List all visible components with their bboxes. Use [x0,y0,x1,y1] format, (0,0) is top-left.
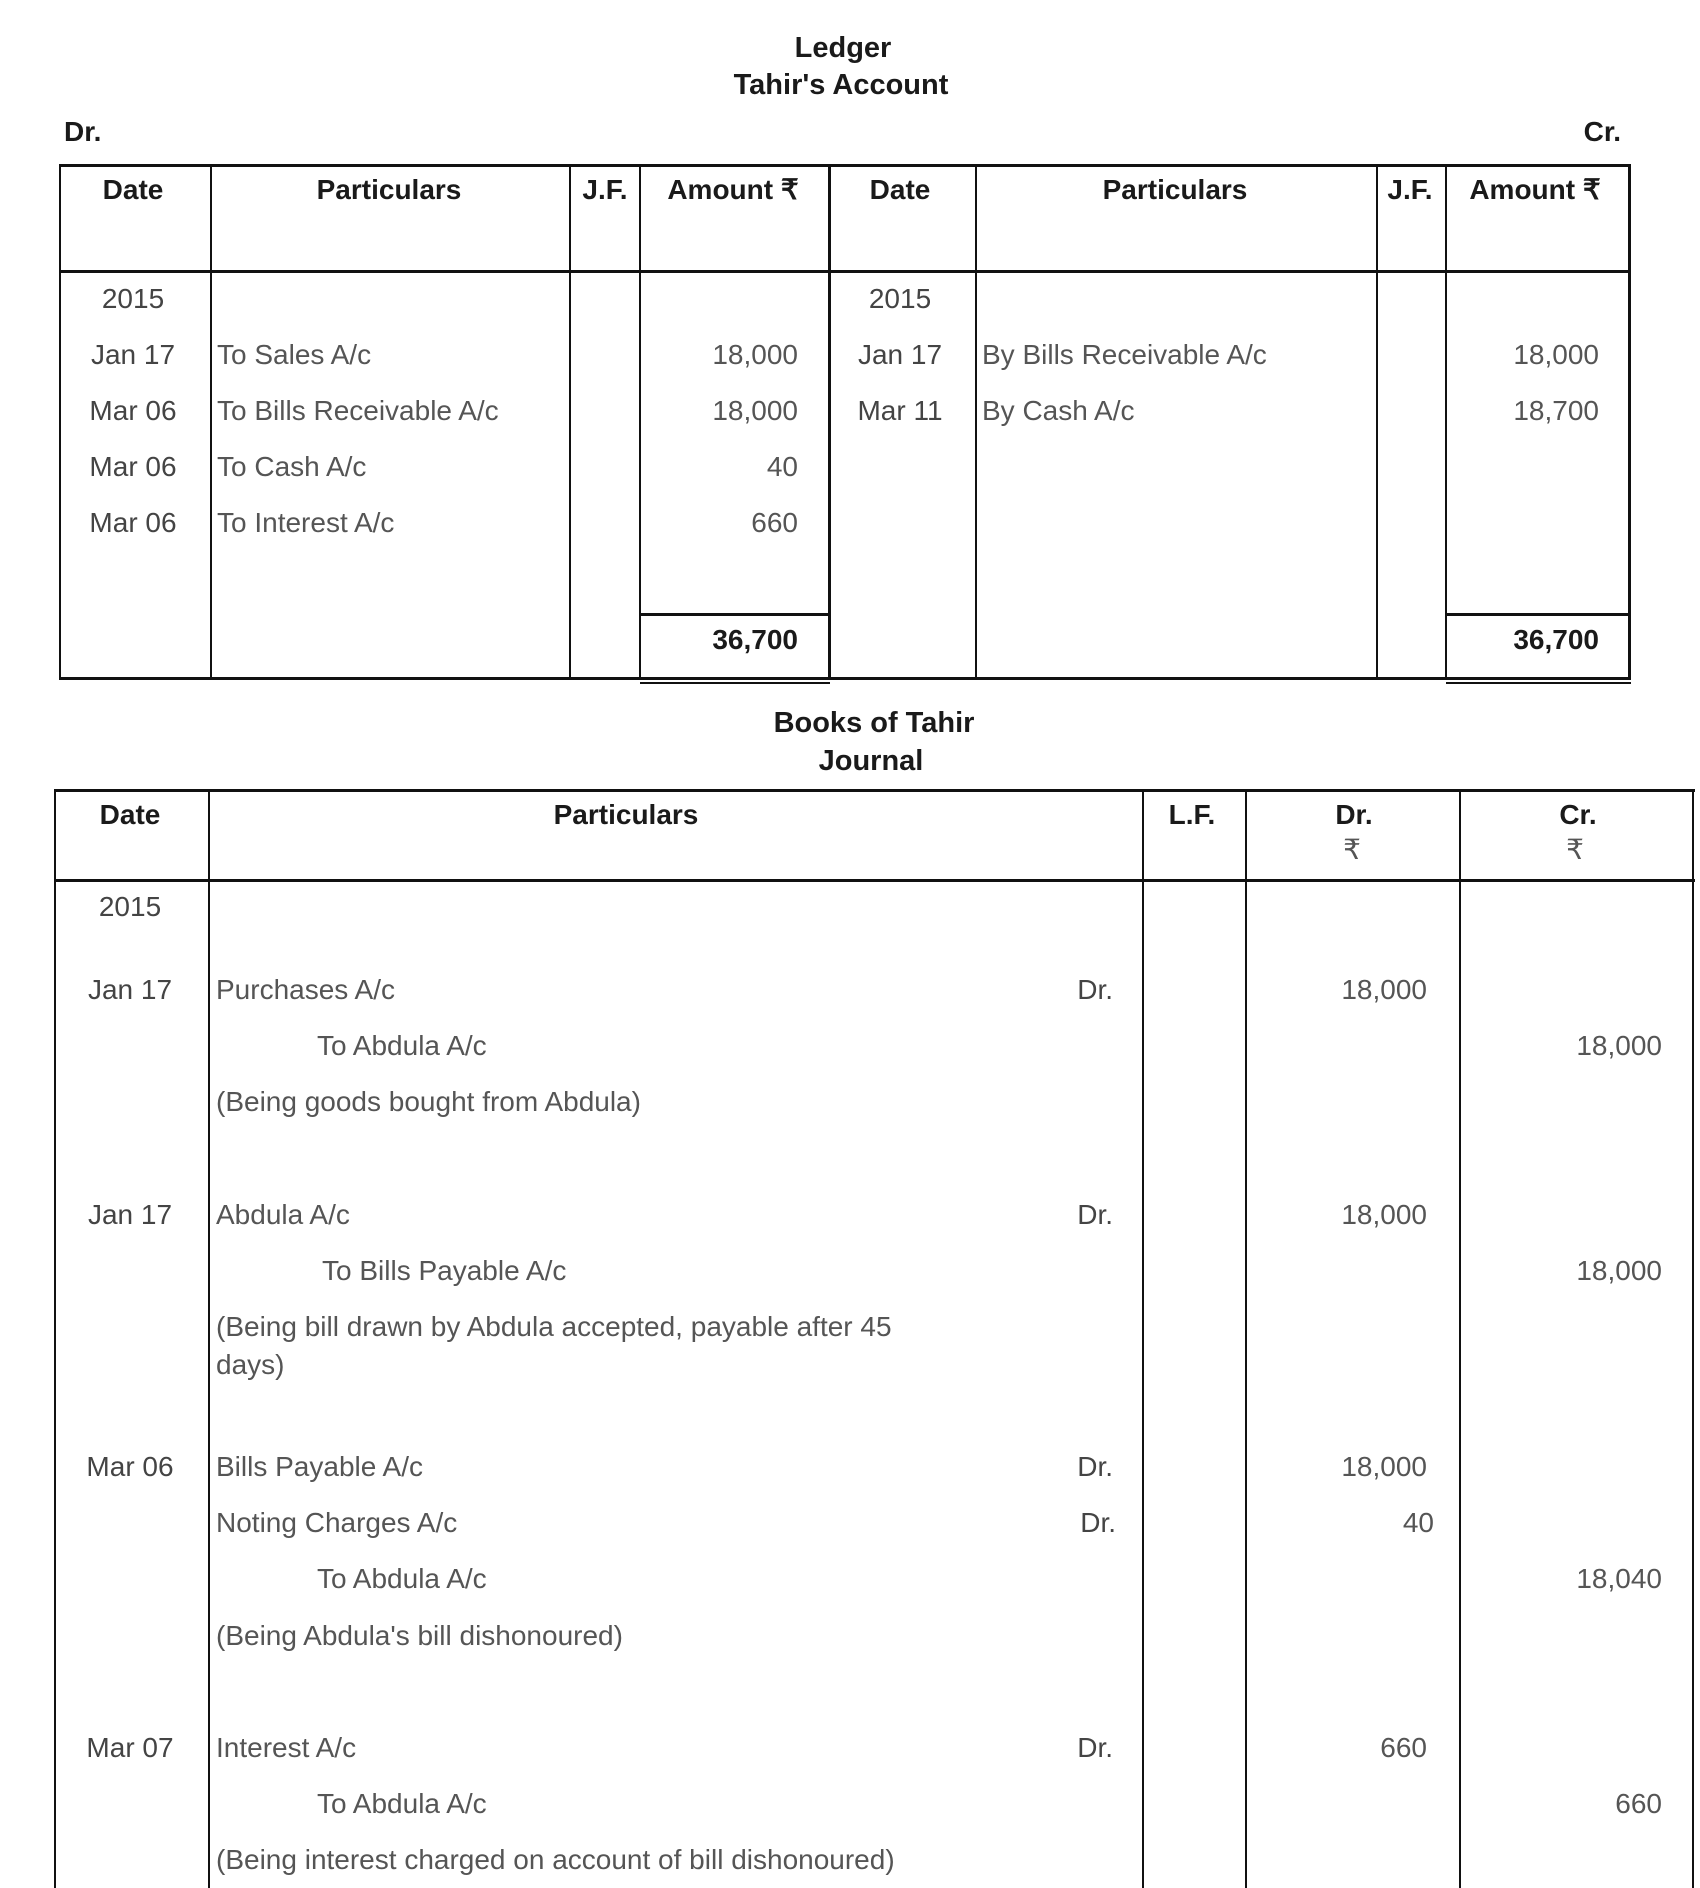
journal-credit-account: To Bills Payable A/c [322,1255,567,1286]
journal-debit-account: Purchases A/c [216,974,395,1005]
journal-header-date: Date [99,799,161,830]
ledger-row-date: Mar 06 [89,451,177,482]
journal-title: Journal [818,745,924,777]
ledger-row-amount: 660 [751,507,798,538]
journal-col-border [1142,789,1144,1888]
journal-dr-amount: 660 [1380,1732,1427,1763]
journal-col-border [1245,789,1247,1888]
ledger-bottom-border [59,677,1631,680]
journal-col-border [54,789,56,1888]
journal-narration-continued: days) [216,1349,285,1380]
ledger-col-border [1376,164,1378,680]
ledger-col-border [639,164,641,680]
journal-dr-mark: Dr. [1077,1732,1113,1763]
journal-dr-amount: 18,000 [1341,974,1427,1005]
journal-debit-account: Abdula A/c [216,1199,350,1230]
ledger-header-amount: Amount ₹ [667,174,799,205]
ledger-row-date: Mar 11 [857,395,943,426]
ledger-header-date: Date [869,174,931,205]
ledger-row-date: Jan 17 [857,339,943,370]
ledger-row-amount: 18,000 [712,395,798,426]
ledger-row-particulars: To Sales A/c [217,339,372,370]
journal-entry-date: Jan 17 [87,974,173,1005]
ledger-col-border [828,164,831,680]
rupee-icon: ₹ [1566,834,1584,865]
ledger-dr-label: Dr. [64,116,102,147]
journal-col-border [1692,789,1694,1888]
journal-cr-amount: 18,000 [1576,1255,1662,1286]
journal-cr-amount: 18,000 [1576,1030,1662,1061]
ledger-credit-total: 36,700 [1513,624,1599,655]
ledger-col-border [975,164,977,680]
journal-cr-amount: 18,040 [1576,1563,1662,1594]
ledger-top-border [59,164,1631,167]
journal-cr-amount: 660 [1615,1788,1662,1819]
journal-credit-account: To Abdula A/c [317,1788,487,1819]
journal-debit-account: Noting Charges A/c [216,1507,458,1538]
journal-dr-mark: Dr. [1077,1199,1113,1230]
ledger-header-particulars: Particulars [1102,174,1248,205]
ledger-debit-total: 36,700 [712,624,798,655]
ledger-row-amount: 18,000 [1513,339,1599,370]
ledger-row-date: Jan 17 [90,339,176,370]
rupee-icon: ₹ [1343,834,1361,865]
journal-year: 2015 [98,891,162,922]
ledger-row-particulars: To Cash A/c [217,451,367,482]
journal-dr-amount: 18,000 [1341,1199,1427,1230]
ledger-col-border [1628,164,1631,680]
journal-book-title: Books of Tahir [773,707,975,739]
ledger-row-amount: 40 [766,451,798,482]
journal-debit-account: Interest A/c [216,1732,357,1763]
ledger-row-amount: 18,700 [1513,395,1599,426]
journal-narration: (Being bill drawn by Abdula accepted, payable after 45 [216,1311,892,1342]
ledger-credit-total-double-rule [1446,682,1631,684]
journal-col-border [208,789,210,1888]
ledger-header-jf: J.F. [582,174,628,205]
journal-entry-date: Jan 17 [87,1199,173,1230]
journal-dr-mark: Dr. [1077,1451,1113,1482]
journal-dr-amount: 18,000 [1341,1451,1427,1482]
ledger-debit-year: 2015 [101,283,165,314]
ledger-col-border [59,164,61,680]
ledger-row-particulars: To Bills Receivable A/c [217,395,499,426]
ledger-col-border [569,164,571,680]
ledger-row-particulars: To Interest A/c [217,507,395,538]
ledger-row-date: Mar 06 [89,395,177,426]
ledger-account-title: Tahir's Account [733,69,949,101]
ledger-header-jf: J.F. [1387,174,1433,205]
ledger-header-particulars: Particulars [316,174,462,205]
journal-dr-amount: 40 [1402,1507,1434,1538]
ledger-col-border [210,164,212,680]
ledger-cr-label: Cr. [1583,116,1621,147]
ledger-header-divider [59,270,1631,273]
journal-narration: (Being goods bought from Abdula) [216,1086,641,1117]
ledger-header-date: Date [102,174,164,205]
journal-debit-account: Bills Payable A/c [216,1451,423,1482]
journal-header-divider [54,879,1695,882]
journal-credit-account: To Abdula A/c [317,1030,487,1061]
journal-dr-mark: Dr. [1080,1507,1116,1538]
journal-header-lf: L.F. [1168,799,1216,830]
ledger-row-amount: 18,000 [712,339,798,370]
journal-entry-date: Mar 07 [86,1732,174,1763]
journal-entry-date: Mar 06 [86,1451,174,1482]
journal-header-particulars: Particulars [553,799,699,830]
journal-col-border [1459,789,1461,1888]
journal-narration: (Being Abdula's bill dishonoured) [216,1620,623,1651]
ledger-row-date: Mar 06 [89,507,177,538]
ledger-col-border [1445,164,1447,680]
ledger-debit-total-rule [640,613,830,616]
journal-header-dr: Dr. [1335,799,1373,830]
ledger-credit-total-rule [1446,613,1631,616]
journal-header-cr: Cr. [1559,799,1597,830]
journal-dr-mark: Dr. [1077,974,1113,1005]
journal-credit-account: To Abdula A/c [317,1563,487,1594]
ledger-row-particulars: By Bills Receivable A/c [982,339,1267,370]
ledger-header-amount: Amount ₹ [1469,174,1601,205]
journal-top-border [54,789,1695,792]
journal-narration: (Being interest charged on account of bill dishonoured) [216,1844,895,1875]
ledger-title: Ledger [794,32,892,64]
ledger-debit-total-double-rule [640,682,830,684]
ledger-credit-year: 2015 [868,283,932,314]
ledger-row-particulars: By Cash A/c [982,395,1135,426]
